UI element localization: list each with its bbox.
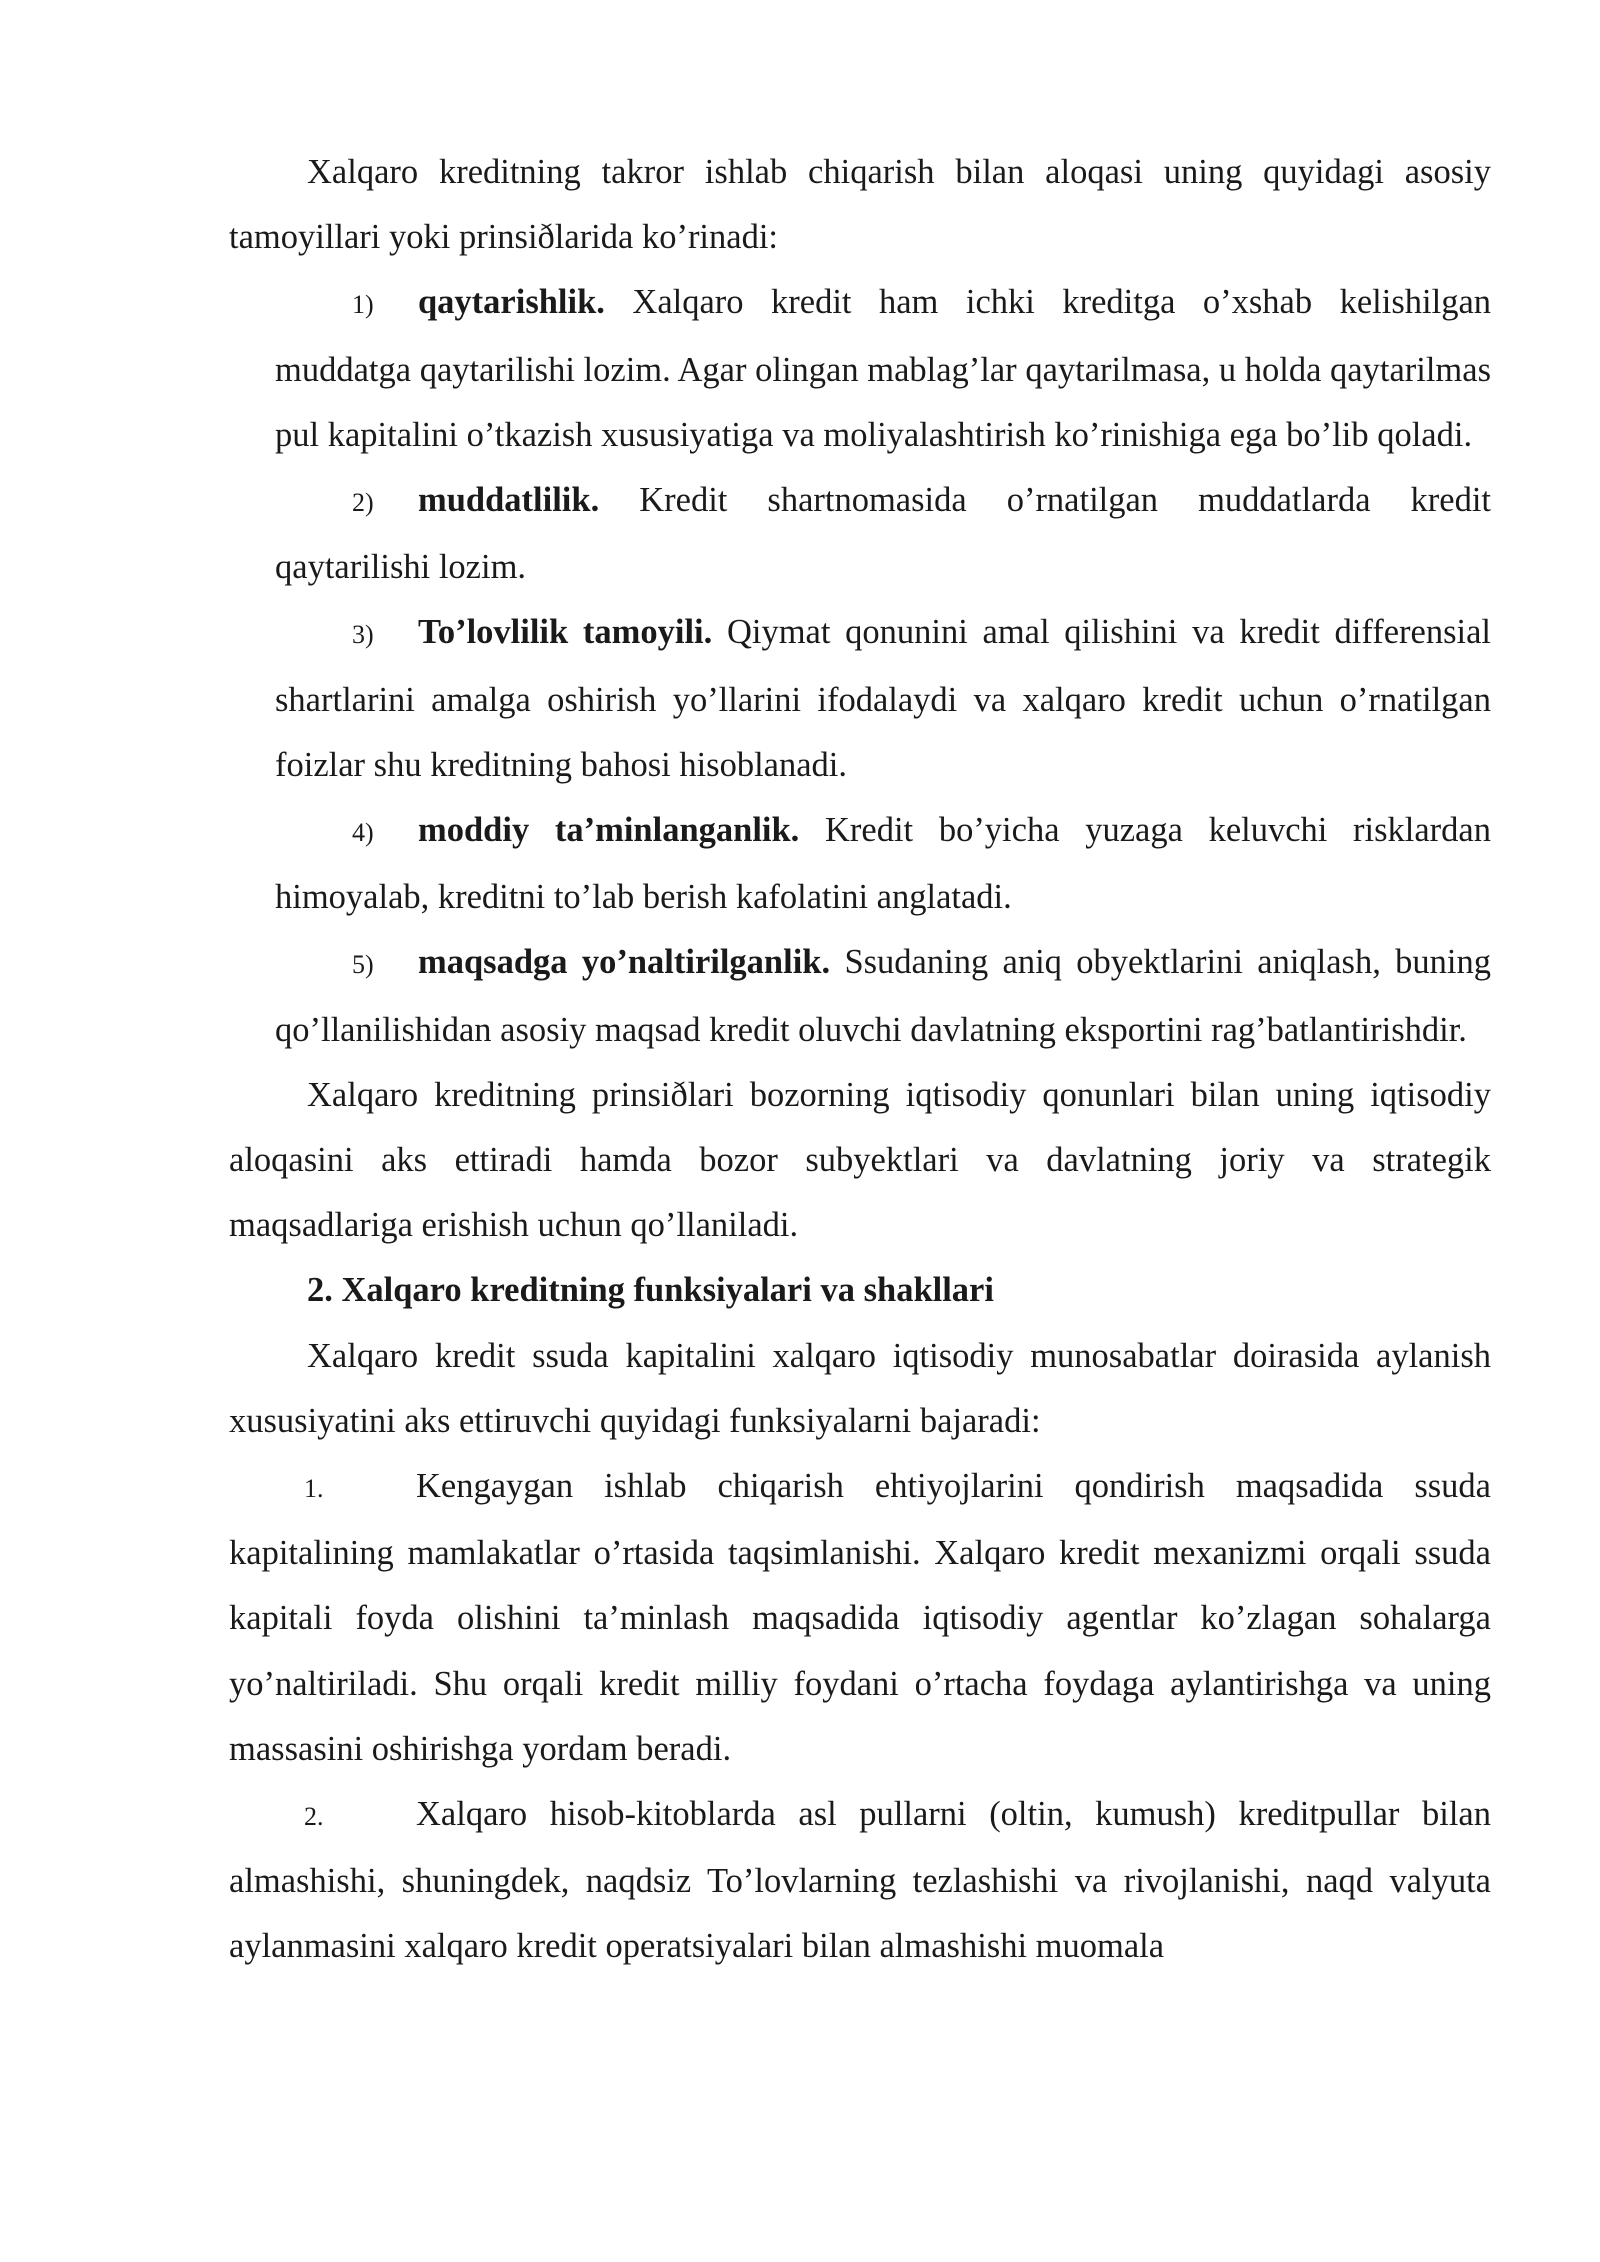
principle-item-1 <box>275 270 1491 468</box>
principle-term: maqsadga yo’naltirilganlik. <box>418 943 831 982</box>
principle-item-4 <box>275 798 1491 930</box>
list-marker: 2. <box>304 1802 324 1832</box>
summary-paragraph: Xalqaro kreditning prinsiðlari bozorning iqtisodiy qonunlari bilan uning iqtisodiy aloqasini aks ettiradi hamda bozor subyektlari va davlatning joriy va strategik maqsadlariga erishish uchun qo’llaniladi. <box>229 1075 1491 1245</box>
list-marker: 1) <box>352 290 374 320</box>
function-item-2 <box>229 1782 1491 1980</box>
principle-item-3 <box>275 600 1491 798</box>
function-text: Kengaygan ishlab chiqarish ehtiyojlarini qondirish maqsadida ssuda kapitalining mamlakatlar o’rtasida taqsimlanishi. Xalqaro kredit mexanizmi orqali ssuda kapitali foyda olishini ta’minlash maqsadida iqtisodiy agentlar ko’zlagan sohalarga yo’naltiriladi. Shu orqali kredit milliy foydani o’rtacha foydaga aylantirishga va uning massasini oshirishga yordam beradi. <box>229 1467 1491 1768</box>
list-marker: 2) <box>352 488 374 518</box>
principle-item-5 <box>275 930 1491 1062</box>
principle-term: To’lovlilik tamoyili. <box>418 613 713 652</box>
function-item-1 <box>229 1454 1491 1782</box>
principle-text: Qiymat qonunini amal qilishini va kredit differensial shartlarini amalga oshirish yo’llarini ifodalaydi va xalqaro kredit uchun o’rnatilgan foizlar shu kreditning bahosi hisoblanadi. <box>275 613 1491 784</box>
document-page <box>229 140 1491 1980</box>
principle-text: Ssudaning aniq obyektlarini aniqlash, buning qo’llanilishidan asosiy maqsad kredit oluvchi davlatning eksportini rag’batlantirishdir. <box>275 943 1492 1049</box>
functions-intro-paragraph: Xalqaro kredit ssuda kapitalini xalqaro iqtisodiy munosabatlar doirasida aylanish xususiyatini aks ettiruvchi quyidagi funksiyalarni bajaradi: <box>229 1336 1491 1440</box>
section-heading: 2. Xalqaro kreditning funksiyalari va shakllari <box>307 1271 994 1310</box>
principle-term: muddatlilik. <box>418 481 600 520</box>
principle-text: Xalqaro kredit ham ichki kreditga o’xshab kelishilgan muddatga qaytarilishi lozim. Agar olingan mablag’lar qaytarilmasa, u holda qaytarilmas pul kapitalini o’tkazish xususiyatiga va moliyalashtirish ko’rinishiga ega bo’lib qoladi. <box>275 283 1492 454</box>
principle-item-2 <box>275 468 1491 600</box>
principle-term: moddiy ta’minlanganlik. <box>418 811 800 850</box>
function-text: Xalqaro hisob-kitoblarda asl pullarni (oltin, kumush) kreditpullar bilan almashishi, shuningdek, naqdsiz To’lovlarning tezlashishi va rivojlanishi, naqd valyuta aylanmasini xalqaro kredit operatsiyalari bilan almashishi muomala <box>229 1795 1491 1966</box>
list-marker: 4) <box>352 818 374 848</box>
list-marker: 5) <box>352 950 374 980</box>
list-marker: 3) <box>352 620 374 650</box>
intro-paragraph: Xalqaro kreditning takror ishlab chiqarish bilan aloqasi uning quyidagi asosiy tamoyillari yoki prinsiðlarida ko’rinadi: <box>229 153 1491 257</box>
principle-term: qaytarishlik. <box>418 283 605 322</box>
principle-text: Kredit shartnomasida o’rnatilgan muddatlarda kredit qaytarilishi lozim. <box>275 481 1492 587</box>
list-marker: 1. <box>304 1474 324 1504</box>
principle-text: Kredit bo’yicha yuzaga keluvchi risklardan himoyalab, kreditni to’lab berish kafolatini anglatadi. <box>275 811 1491 917</box>
